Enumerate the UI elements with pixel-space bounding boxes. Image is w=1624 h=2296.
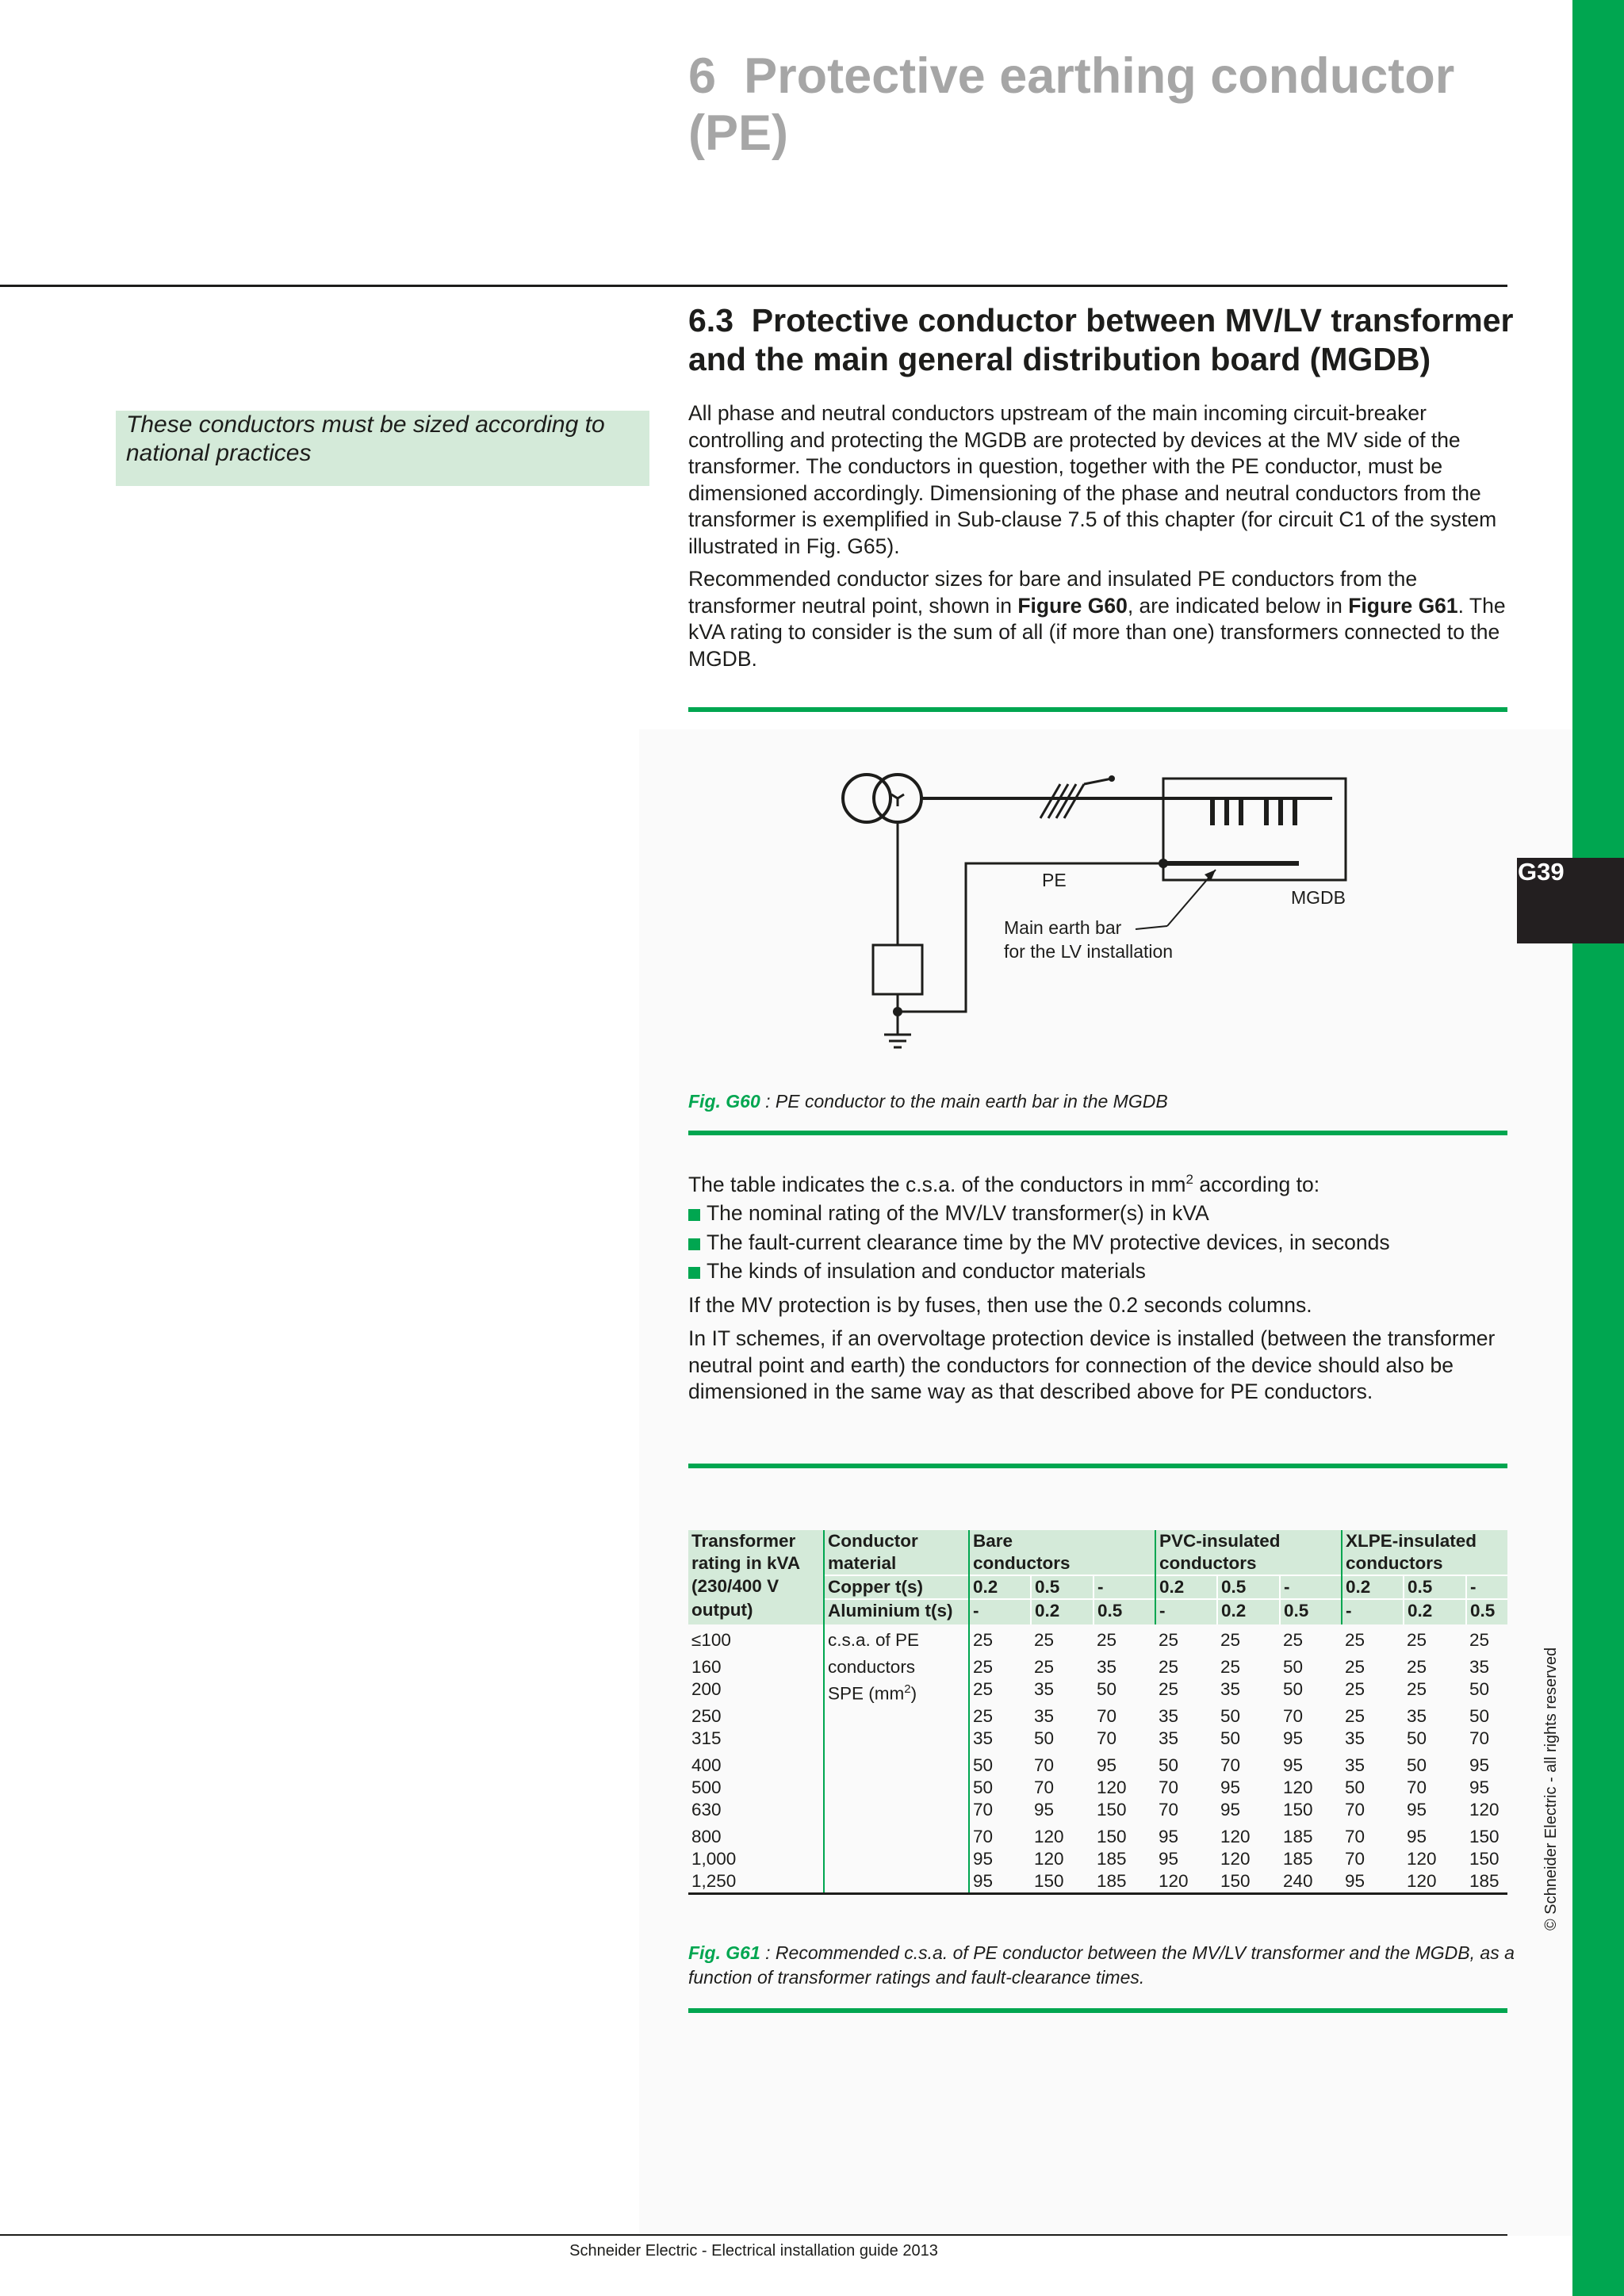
kva-cell: 160 [691,1657,722,1677]
copper-time: 0.2 [1155,1575,1217,1599]
header-material: Conductor material [824,1530,969,1575]
copper-time: - [1280,1575,1342,1599]
csa-value-cell: 25 [1469,1630,1490,1650]
table-aluminium-row [688,1599,1507,1624]
csa-value-cell: 25 [1407,1657,1427,1677]
header-copper: Copper t(s) [824,1575,969,1599]
copyright-notice: © Schneider Electric - all rights reserved [1542,1647,1560,1931]
csa-value-cell: 95 [1407,1826,1427,1846]
csa-value-cell: 95 [1407,1799,1427,1820]
copper-time: 0.5 [1031,1575,1094,1599]
kva-cell: 250 [691,1705,722,1726]
table-intro-text: The table indicates the c.s.a. of the conductors in mm [688,1172,1186,1196]
csa-value-cell: 50 [1345,1777,1365,1797]
csa-value-cell: 25 [969,1678,1031,1705]
csa-value-cell: 35 [1159,1705,1179,1726]
csa-label-cell: c.s.a. of PE [824,1624,969,1651]
table-description [688,1166,1513,1406]
rec-text-a: Recommended conductor sizes for bare and insulated PE conductors from the transformer neutral point, shown in [688,567,1418,618]
csa-value-cell: 95 [1283,1728,1304,1748]
earth-bar-label-line2: for the LV installation [1004,941,1174,962]
csa-value-cell: 120 [1469,1799,1500,1820]
csa-value-cell: 35 [1345,1728,1365,1748]
table-row [688,1624,1507,1651]
csa-value-cell: 95 [1469,1777,1490,1797]
csa-value-cell: 120 [1407,1848,1437,1869]
aluminium-time: 0.5 [1094,1599,1155,1624]
csa-value-cell: 25 [969,1705,1031,1728]
csa-value-cell: 70 [1220,1755,1241,1775]
table-row [688,1651,1507,1678]
earth-impedance-box [873,945,922,994]
aluminium-time: - [1155,1599,1217,1624]
aluminium-time: 0.2 [1217,1599,1280,1624]
table-row [688,1728,1507,1750]
page-tab [1517,858,1624,943]
mgdb-label: MGDB [1291,887,1346,908]
csa-value-cell: 120 [1220,1848,1251,1869]
csa-value-cell: 120 [1283,1777,1313,1797]
kva-cell: 315 [691,1728,722,1748]
figure-g60-top-rule [688,707,1507,712]
copper-time: 0.5 [1217,1575,1280,1599]
csa-value-cell: 25 [1159,1630,1179,1650]
csa-value-cell: 50 [1407,1728,1427,1748]
list-item: The fault-current clearance time by the MV protective devices, in seconds [688,1230,1513,1257]
table-row [688,1678,1507,1705]
csa-value-cell: 70 [1097,1705,1117,1726]
section-title [688,301,1568,379]
csa-value-cell: 25 [1220,1630,1241,1650]
csa-value-cell: 50 [1034,1728,1055,1748]
kva-cell: 500 [691,1777,722,1797]
header-xlpe: XLPE-insulated conductors [1342,1530,1507,1575]
csa-value-cell: 120 [1220,1826,1251,1846]
copper-time: - [1466,1575,1507,1599]
csa-value-cell: 70 [969,1799,1031,1821]
figure-g60-caption [688,1089,1529,1114]
csa-value-cell: 150 [1031,1870,1094,1894]
csa-value-cell: 35 [1159,1728,1179,1748]
csa-label-cell [824,1777,969,1799]
csa-value-cell: 70 [1034,1777,1055,1797]
csa-value-cell: 120 [1034,1826,1064,1846]
aluminium-time: 0.2 [1404,1599,1466,1624]
csa-label-cell [824,1821,969,1848]
csa-label-cell: conductors [824,1651,969,1678]
csa-value-cell: 150 [1217,1870,1280,1894]
csa-label-cell [824,1728,969,1750]
chapter-number: 6 [688,48,717,104]
csa-value-cell: 185 [1466,1870,1507,1894]
figure-g61-id: Fig. G61 [688,1942,760,1963]
csa-value-cell: 35 [1034,1679,1055,1699]
csa-value-cell: 50 [1283,1657,1304,1677]
csa-value-cell: 25 [1097,1630,1117,1650]
csa-value-cell: 120 [1097,1777,1127,1797]
csa-value-cell: 70 [1345,1826,1365,1846]
table-copper-row [688,1575,1507,1599]
pe-csa-table [688,1530,1507,1895]
csa-value-cell: 70 [1345,1848,1365,1869]
header-rating-voltage: (230/400 V [688,1575,824,1599]
csa-value-cell: 70 [1407,1777,1427,1797]
csa-value-cell: 25 [1034,1630,1055,1650]
csa-value-cell: 50 [1220,1728,1241,1748]
csa-value-cell: 95 [1283,1755,1304,1775]
csa-value-cell: 95 [1220,1799,1241,1820]
kva-cell: 630 [691,1799,722,1820]
page-footer: Schneider Electric - Electrical installation guide 2013 [569,2242,938,2260]
aluminium-time: - [969,1599,1031,1624]
copper-time: 0.2 [1342,1575,1404,1599]
csa-value-cell: 70 [969,1821,1031,1848]
table-row [688,1870,1507,1894]
header-pvc: PVC-insulated conductors [1155,1530,1342,1575]
csa-value-cell: 150 [1097,1826,1127,1846]
csa-value-cell: 35 [1345,1755,1365,1775]
csa-value-cell: 50 [1159,1755,1179,1775]
header-rule [0,285,1507,287]
csa-value-cell: 50 [1469,1705,1490,1726]
csa-value-cell: 25 [969,1624,1031,1651]
figure-g61-top-rule [688,1464,1507,1468]
copper-time: 0.5 [1404,1575,1466,1599]
csa-value-cell: 35 [969,1728,1031,1750]
csa-value-cell: 25 [1345,1630,1365,1650]
csa-value-cell: 35 [1034,1705,1055,1726]
intro-paragraph: All phase and neutral conductors upstream of the main incoming circuit-breaker controlling and protecting the MGDB are protected by devices at the MV side of the transformer. The conductors in question, together with the PE conductor, must be dimensioned accordingly. Dimensioning of the phase and neutral conductors from the transformer is exemplified in Sub-clause 7.5 of this chapter (for circuit C1 of the system illustrated in Fig. G65). [688,401,1497,558]
csa-value-cell: 95 [1159,1848,1179,1869]
csa-value-cell: 25 [1407,1679,1427,1699]
csa-value-cell: 35 [1097,1657,1117,1677]
kva-cell: 400 [691,1755,722,1775]
section-number: 6.3 [688,302,733,339]
list-item: The nominal rating of the MV/LV transformer(s) in kVA [688,1200,1513,1227]
rec-text-e: . The kVA rating to consider is the sum of all (if more than one) transformers connected to the MGDB. [688,593,1506,671]
csa-value-cell: 50 [969,1750,1031,1777]
list-item: The kinds of insulation and conductor materials [688,1258,1513,1285]
csa-value-cell: 150 [1097,1799,1127,1820]
side-color-band [1572,0,1624,2296]
csa-value-cell: 50 [1220,1705,1241,1726]
table-header-row [688,1530,1507,1575]
header-bare: Bare conductors [969,1530,1155,1575]
csa-value-cell: 25 [1159,1679,1179,1699]
copper-time: 0.2 [969,1575,1031,1599]
csa-value-cell: 95 [1034,1799,1055,1820]
table-row [688,1750,1507,1777]
csa-value-cell: 25 [1407,1630,1427,1650]
csa-label-cell [824,1870,969,1894]
it-schemes-paragraph: In IT schemes, if an overvoltage protection device is installed (between the transformer neutral point and earth) the conductors for connection of the device should also be dimensioned in the same way as that described above for PE conductors. [688,1326,1496,1404]
csa-value-cell: 185 [1283,1826,1313,1846]
csa-value-cell: 25 [969,1651,1031,1678]
kva-cell: 1,250 [688,1870,824,1894]
csa-value-cell: 95 [1097,1755,1117,1775]
csa-value-cell: 70 [1159,1777,1179,1797]
table-row [688,1705,1507,1728]
table-row [688,1848,1507,1870]
header-aluminium: Aluminium t(s) [824,1599,969,1624]
csa-value-cell: 95 [969,1870,1031,1894]
csa-value-cell: 95 [969,1848,1031,1870]
csa-label-cell: SPE $(mm^2)$ [824,1678,969,1705]
transformer-primary-winding-icon [843,775,891,822]
fuses-paragraph: If the MV protection is by fuses, then use the 0.2 seconds columns. [688,1292,1312,1317]
csa-value-cell: 25 [1345,1657,1365,1677]
csa-value-cell: 70 [1034,1755,1055,1775]
aluminium-time: 0.5 [1466,1599,1507,1624]
margin-note-text: These conductors must be sized according to national practices [126,411,605,466]
csa-value-cell: 35 [1407,1705,1427,1726]
aluminium-time: - [1342,1599,1404,1624]
csa-value-cell: 70 [1283,1705,1304,1726]
header-rating-output: output) [688,1599,824,1624]
footer-rule [0,2234,1507,2236]
star-connection-icon [891,794,904,806]
csa-value-cell: 25 [1345,1705,1365,1726]
csa-value-cell: 185 [1097,1848,1127,1869]
figure-g60-id: Fig. G60 [688,1091,760,1112]
csa-value-cell: 95 [1342,1870,1404,1894]
csa-value-cell: 120 [1034,1848,1064,1869]
table-row [688,1821,1507,1848]
figure-g61-ref: Figure G61 [1348,593,1458,618]
chapter-title-text: Protective earthing conductor (PE) [688,48,1455,161]
csa-value-cell: 35 [1220,1679,1241,1699]
csa-value-cell: 95 [1159,1826,1179,1846]
csa-value-cell: 240 [1280,1870,1342,1894]
figure-g61-bottom-rule [688,2008,1507,2013]
page-tab-label: G39 [1518,858,1565,886]
csa-value-cell: 50 [969,1777,1031,1799]
table-intro-text-end: according to: [1193,1172,1320,1196]
csa-value-cell: 95 [1469,1755,1490,1775]
csa-value-cell: 150 [1283,1799,1313,1820]
csa-value-cell: 35 [1469,1657,1490,1677]
csa-value-cell: 95 [1220,1777,1241,1797]
csa-label-cell [824,1848,969,1870]
csa-value-cell: 120 [1404,1870,1466,1894]
csa-value-cell: 70 [1097,1728,1117,1748]
csa-value-cell: 70 [1469,1728,1490,1748]
csa-value-cell: 50 [1469,1679,1490,1699]
table-body [688,1624,1507,1893]
figure-g61-caption [688,1941,1529,1990]
csa-label-cell [824,1705,969,1728]
csa-value-cell: 150 [1469,1826,1500,1846]
csa-value-cell: 50 [1283,1679,1304,1699]
csa-value-cell: 25 [1345,1679,1365,1699]
chapter-title [688,48,1561,162]
pe-conductor-diagram [825,753,1380,1054]
csa-label-cell [824,1799,969,1821]
kva-cell: 1,000 [691,1848,737,1869]
csa-value-cell: 70 [1345,1799,1365,1820]
table-row [688,1799,1507,1821]
csa-value-cell: 25 [1283,1630,1304,1650]
earth-bar-label-line1: Main earth bar [1004,917,1122,938]
aluminium-time: 0.5 [1280,1599,1342,1624]
csa-label-cell [824,1750,969,1777]
kva-cell: 200 [691,1679,722,1699]
csa-value-cell: 120 [1155,1870,1217,1894]
rec-text-c: , are indicated below in [1127,593,1349,618]
section-title-text: Protective conductor between MV/LV transformer and the main general distribution board (MGDB) [688,302,1514,377]
figure-g60-bottom-rule [688,1131,1507,1135]
csa-value-cell: 185 [1283,1848,1313,1869]
kva-cell: ≤100 [691,1630,731,1650]
csa-value-cell: 50 [1097,1679,1117,1699]
csa-value-cell: 25 [1220,1657,1241,1677]
csa-value-cell: 50 [1407,1755,1427,1775]
criteria-list [688,1200,1513,1285]
figure-g60-ref: Figure G60 [1017,593,1128,618]
margin-note [116,411,649,486]
header-rating: Transformer rating in kVA [688,1530,824,1575]
recommendation-paragraph [688,566,1513,672]
csa-value-cell: 25 [1159,1657,1179,1677]
csa-value-cell: 25 [1034,1657,1055,1677]
figure-g61-caption-text: : Recommended c.s.a. of PE conductor between the MV/LV transformer and the MGDB, as a function of transformer ratings and fault-clearance times. [688,1942,1515,1988]
figure-g60-caption-text: : PE conductor to the main earth bar in the MGDB [760,1091,1168,1112]
csa-value-cell: 150 [1469,1848,1500,1869]
csa-value-cell: 70 [1159,1799,1179,1820]
aluminium-time: 0.2 [1031,1599,1094,1624]
pe-label: PE [1042,870,1067,890]
table-intro-superscript: 2 [1185,1172,1193,1187]
copper-time: - [1094,1575,1155,1599]
kva-cell: 800 [691,1826,722,1846]
table-intro [688,1166,1513,1198]
csa-value-cell: 185 [1094,1870,1155,1894]
table-row [688,1777,1507,1799]
